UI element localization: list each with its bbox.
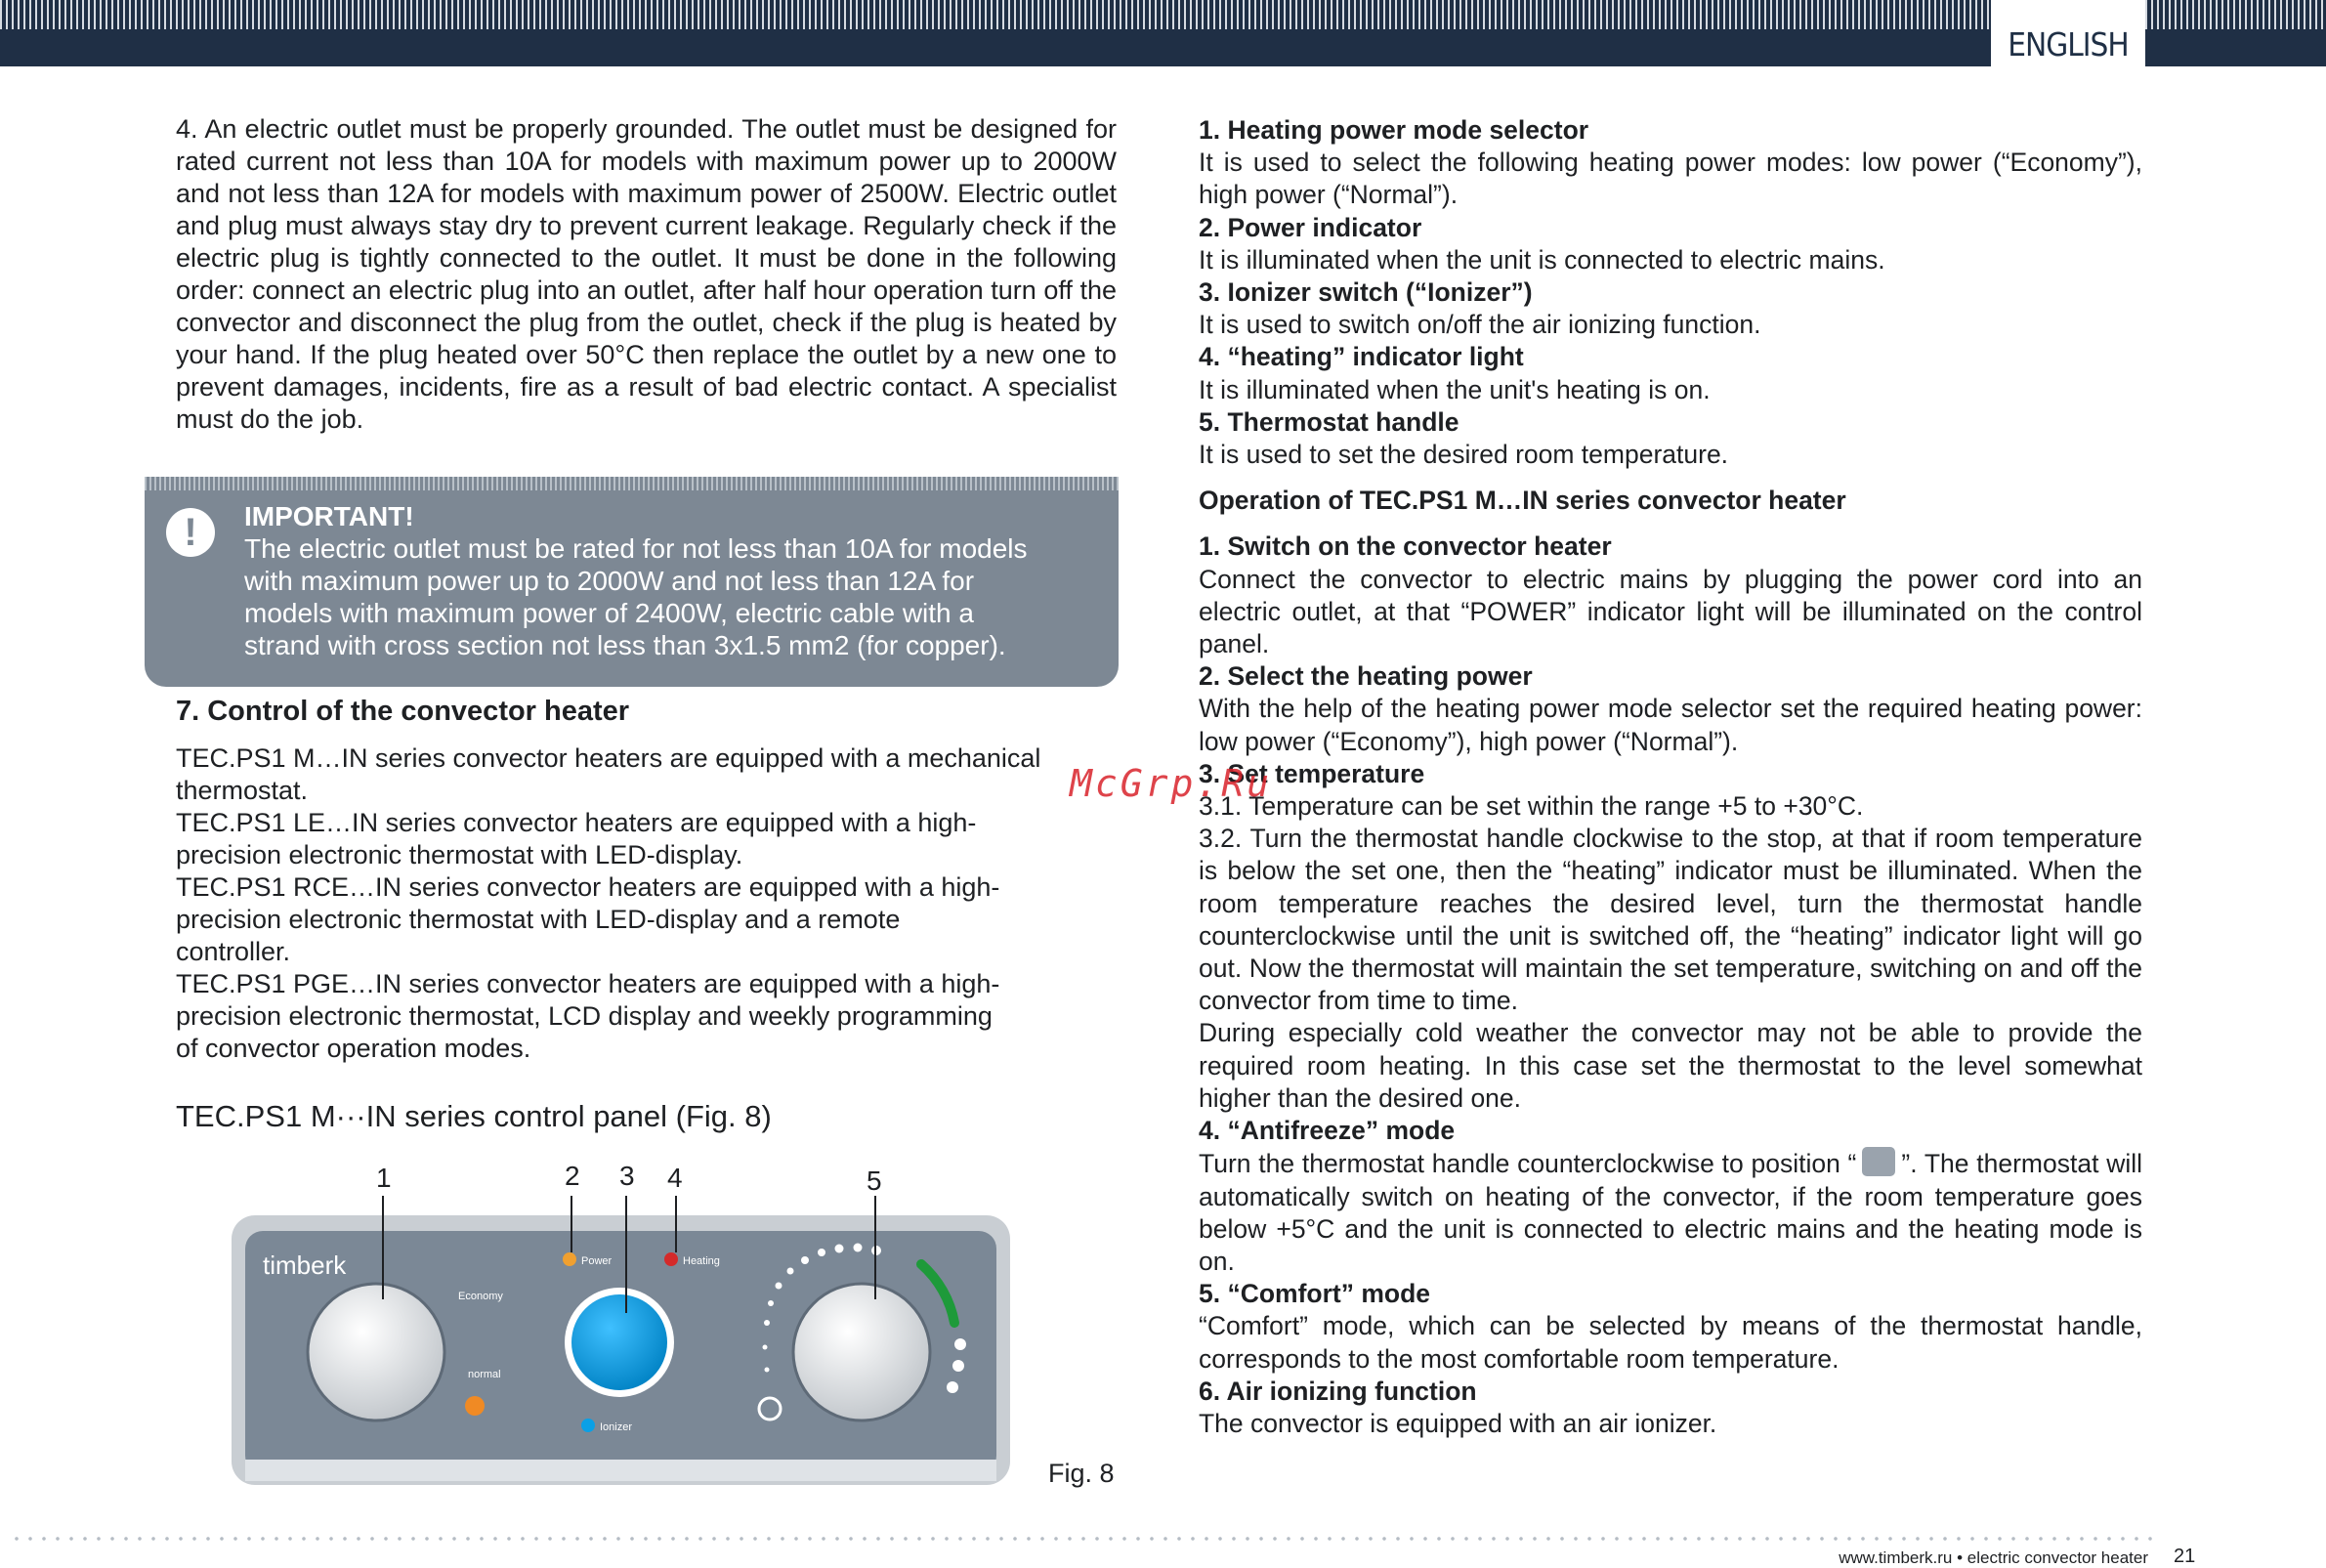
brand-logo: timberk [263,1250,347,1280]
panel-base [245,1460,996,1481]
text-power-indicator: It is illuminated when the unit is connected to electric mains. [1199,244,1885,275]
heading-ionizer: 3. Ionizer switch (“Ionizer”) [1199,277,1533,308]
section-line: TEC.PS1 LE…IN series convector heaters are equipped with a high- [176,808,977,837]
heading-antifreeze: 4. “Antifreeze” mode [1199,1116,1456,1146]
section-body [176,742,1117,1065]
section-title: 7. Control of the convector heater [176,696,630,727]
callout-4: 4 [667,1163,683,1193]
right-column [1199,114,2142,1440]
operation-title: Operation of TEC.PS1 M…IN series convector heater [1199,486,1846,516]
text-temperature-procedure: 3.2. Turn the thermostat handle clockwise to the stop, at that if room temperature is below the set one, then the “heating” indicator must be illuminated. When the room temperature reaches the desired level, turn the thermostat handle counterclockwise until the unit is switched off, the “heating” indicator light will go out. Now the thermostat will maintain the set temperature, switching on and off the convector from time to time. [1199,824,2142,1016]
exclamation-icon: ! [166,508,215,557]
section-line: thermostat. [176,776,309,805]
antifreeze-text-end: ”. The thermostat will automatically switch on heating of the convector, if the room temperature goes below +5°C and the unit is connected to electric mains and the heating mode is on. [1199,1149,2142,1276]
text-comfort: “Comfort” mode, which can be selected by means of the thermostat handle, corresponds to the most comfortable room temperature. [1199,1311,2142,1374]
panel-title: TEC.PS1 M···IN series control panel (Fig. 8) [176,1099,772,1133]
outlet-paragraph [176,113,1117,436]
section-line: TEC.PS1 RCE…IN series convector heaters are equipped with a high- [176,872,1000,902]
text-antifreeze [1199,1147,2142,1278]
header-bar [0,0,2326,66]
important-line: strand with cross section not less than 3x1.5 mm2 (for copper). [244,630,1006,660]
footer-dotted-rule [10,1536,2159,1542]
callout-1: 1 [376,1163,392,1193]
text-cold-weather: During especially cold weather the convector may not be able to provide the required room heating. In this case set the thermostat to the level somewhat higher than the desired one. [1199,1018,2142,1113]
language-label: ENGLISH [2008,25,2129,64]
important-box [145,477,1119,687]
section-line: precision electronic thermostat with LED-display and a remote [176,905,901,934]
watermark: McGrp.Ru [1070,762,1273,805]
economy-label: Economy [458,1291,503,1302]
antifreeze-text-start: Turn the thermostat handle counterclockwise to position “ [1199,1149,1857,1179]
heating-indicator-light [664,1252,678,1266]
heading-power-indicator: 2. Power indicator [1199,212,1422,242]
text-heating-light: It is illuminated when the unit's heating is on. [1199,374,1711,404]
power-indicator-light [563,1252,576,1266]
section-line: precision electronic thermostat with LED-display. [176,840,743,869]
important-title: IMPORTANT! [244,501,414,531]
text-temperature-range: 3.1. Temperature can be set within the range +5 to +30°C. [1199,791,1864,822]
ionizer-indicator-light [581,1419,595,1432]
important-line: models with maximum power of 2400W, electric cable with a [244,598,974,628]
important-hatch [145,477,1119,490]
mode-indicator-light [465,1396,485,1416]
section-line: TEC.PS1 M…IN series convector heaters are equipped with a mechanical [176,743,1041,773]
callout-3: 3 [619,1161,635,1191]
outlet-text: 4. An electric outlet must be properly grounded. The outlet must be designed for rated current not less than 10A for models with maximum power up to 2000W and not less than 12A for models with maximum power of 2500W. Electric outlet and plug must always stay dry to prevent current leakage. Regularly check if the electric plug is tightly connected to the outlet. It must be done in the following order: connect an electric plug into an outlet, after half hour operation turn off the convector and disconnect the plug from the outlet, check if the plug is heated by your hand. If the plug heated over 50°C then replace the outlet by a new one to prevent damages, incidents, fire as a result of bad electric contact. A specialist must do the job. [176,114,1117,434]
power-mode-knob[interactable] [308,1284,444,1420]
heading-comfort: 5. “Comfort” mode [1199,1279,1431,1309]
heading-switch-on: 1. Switch on the convector heater [1199,531,1612,562]
footer-text: www.timberk.ru • electric convector heater [1839,1548,2148,1567]
figure-label: Fig. 8 [1048,1459,1115,1488]
power-label: Power [581,1255,613,1267]
heading-select-power: 2. Select the heating power [1199,661,1533,692]
normal-label: normal [468,1369,501,1380]
text-select-power: With the help of the heating power mode selector set the required heating power: low power (“Economy”), high power (“Normal”). [1199,694,2142,756]
important-text [244,500,1104,661]
control-panel-figure [232,1166,1010,1485]
text-thermostat: It is used to set the desired room temperature. [1199,440,1729,470]
text-switch-on: Connect the convector to electric mains by plugging the power cord into an electric outlet, at that “POWER” indicator light will be illuminated on the control panel. [1199,564,2142,659]
heading-air-ionizing: 6. Air ionizing function [1199,1376,1477,1406]
language-tab [1991,0,2145,76]
text-power-mode: It is used to select the following heating power modes: low power (“Economy”), high power (“Normal”). [1199,148,2142,210]
heading-set-temperature: 3. Set temperature [1199,758,1425,788]
page-number: 21 [2174,1546,2196,1567]
section-line: TEC.PS1 PGE…IN series convector heaters are equipped with a high- [176,969,1000,998]
text-air-ionizing: The convector is equipped with an air ionizer. [1199,1408,1717,1438]
antifreeze-symbol-icon [1862,1147,1895,1176]
section-line: of convector operation modes. [176,1034,531,1063]
ionizer-button[interactable] [571,1294,667,1390]
heading-power-mode: 1. Heating power mode selector [1199,115,1589,145]
callout-5: 5 [867,1165,882,1196]
heading-thermostat: 5. Thermostat handle [1199,406,1459,437]
section-line: precision electronic thermostat, LCD display and weekly programming [176,1001,993,1031]
important-line: The electric outlet must be rated for not less than 10A for models [244,533,1028,564]
ionizer-label: Ionizer [600,1421,633,1433]
important-line: with maximum power up to 2000W and not less than 12A for [244,566,975,596]
text-ionizer: It is used to switch on/off the air ionizing function. [1199,310,1761,340]
thermostat-knob[interactable] [793,1284,930,1420]
section-line: controller. [176,937,291,966]
header-stripes [0,0,2326,29]
callout-2: 2 [565,1161,580,1191]
heading-heating-light: 4. “heating” indicator light [1199,342,1524,372]
heating-label: Heating [683,1255,720,1267]
